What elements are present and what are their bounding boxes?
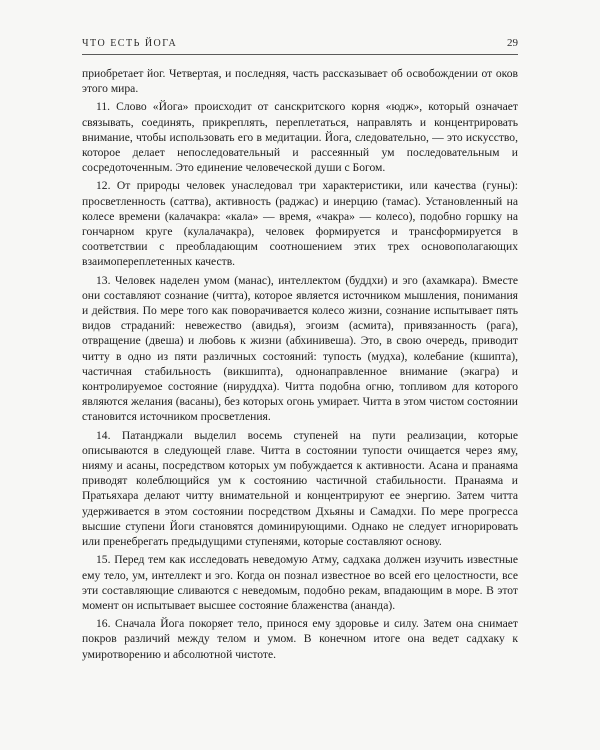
paragraph-12: 12. От природы человек унаследовал три характеристики, или качества (гуны): просветленность (саттва), активность (раджас) и инерцию (тамас). Установленный на колесе времени (калачакра: «кала» — время, «чакра» — колесо), подобно горшку на гончарном круге (кулалачакра), человек формируется и трансформируется в соответствии с преобладающим соотношением этих трех основополагающих взаимопереплетенных качеств. [82, 179, 518, 269]
paragraph-11: 11. Слово «Йога» происходит от санскритского корня «юдж», который означает связывать, соединять, прикреплять, переплетаться, направлять и концентрировать внимание, чтобы использовать его в медитации. Йога, следовательно, — это искусство, которое делает непоследовательный и рассеянный ум последовательным и сосредоточенным. Это единение человеческой души с Богом. [82, 100, 518, 175]
paragraph-continuation: приобретает йог. Четвертая, и последняя, часть рассказывает об освобождении от оков этого мира. [82, 67, 518, 96]
paragraph-13: 13. Человек наделен умом (манас), интеллектом (буддхи) и эго (ахамкара). Вместе они составляют сознание (читта), которое является источником мышления, понимания и действия. По мере того как поворачивается колесо жизни, сознание испытывает пять видов страданий: невежество (авидья), эгоизм (асмита), привязанность (рага), отвращение (двеша) и любовь к жизни (абхинивеша). Это, в свою очередь, приводит читту в одно из пяти различных состояний: тупость (мудха), колебание (кшипта), частичная стабильность (викшипта), однонаправленное внимание (экагра) и контролируемое состояние (нируддха). Читта подобна огню, топливом для которого являются желания (васаны), без которых огонь умирает. Читта в этом чистом состоянии становится источником просветления. [82, 273, 518, 424]
header-rule [82, 54, 518, 55]
paragraph-14: 14. Патанджали выделил восемь ступеней на пути реализации, которые описываются в следующей главе. Читта в состоянии тупости очищается через яму, нияму и асаны, посредством которых ум побуждается к активности. Асана и пранаяма приводят колеблющийся ум к состоянию частичной стабильности. Пранаяма и Пратьяхара делают читту внимательной и концентрируют ее энергию. Затем читта удерживается в этом состоянии посредством Дхьяны и Самадхи. По мере прогресса высшие ступени Йоги становятся доминирующими. Однако не следует игнорировать или пренебрегать предыдущими ступенями, которые составляют основу. [82, 428, 518, 549]
page-number: 29 [507, 37, 518, 49]
paragraph-15: 15. Перед тем как исследовать неведомую Атму, садхака должен изучить известные ему тело, ум, интеллект и эго. Когда он познал известное во всей его целостности, все эти составляющие сливаются с неведомым, подобно рекам, впадающим в море. В этот момент он испытывает высшее состояние блаженства (ананда). [82, 553, 518, 612]
chapter-title: ЧТО ЕСТЬ ЙОГА [82, 38, 178, 49]
paragraph-16: 16. Сначала Йога покоряет тело, принося ему здоровье и силу. Затем она снимает покров различий между телом и умом. В конечном итоге она ведет садхаку к умиротворению и абсолютной чистоте. [82, 617, 518, 661]
body-text [82, 66, 518, 665]
